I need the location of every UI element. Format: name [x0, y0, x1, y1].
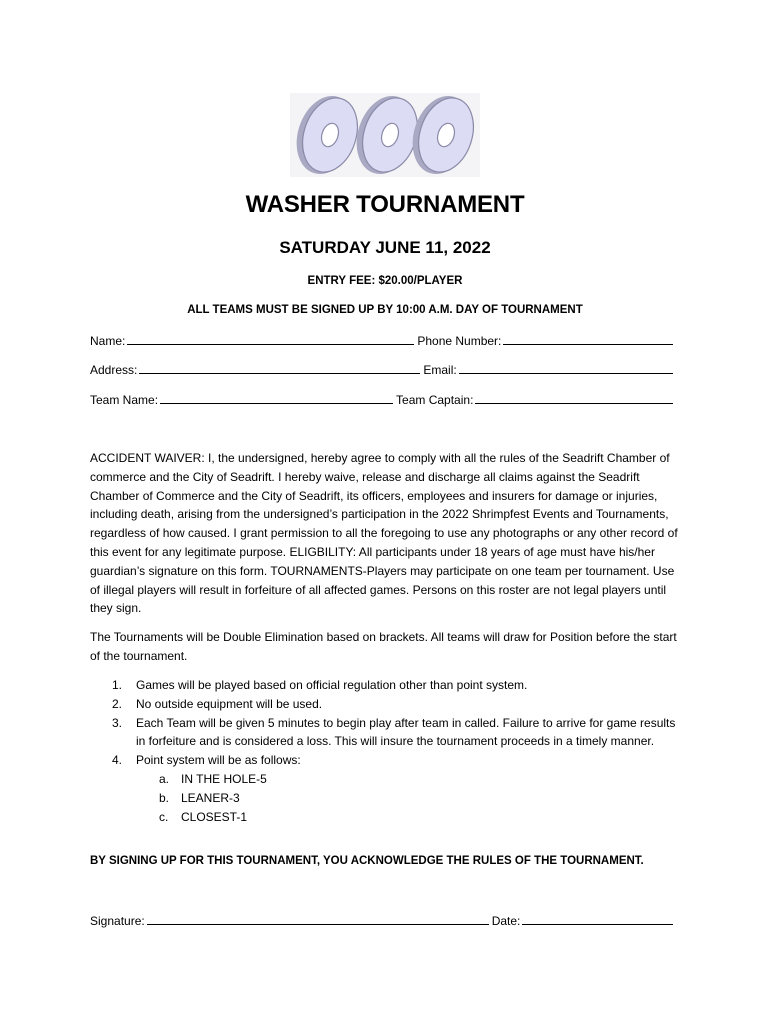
list-item: [90, 751, 680, 826]
email-field[interactable]: [459, 362, 673, 374]
phone-label: Phone Number:: [417, 334, 502, 348]
accident-waiver: ACCIDENT WAIVER: I, the undersigned, hereby agree to comply with all the rules of the Seadrift Chamber of commerce and the City of Seadrift. I hereby waive, release and discharge all claims against the Seadrift Chamber of Commerce and the City of Seadrift, its officers, employees and insurers for damage or injuries, including death, arising from the undersigned’s participation in the 2022 Shrimpfest Events and Tournaments, regardless of how caused. I grant permission to all the foregoing to use any photographs or any other record of this event for any legitimate purpose. ELIGBILITY: All participants under 18 years of age must have his/her guardian’s signature on this form. TOURNAMENTS-Players may participate on one team per tournament. Use of illegal players will result in forfeiture of all affected games. Persons on this roster are not legal players until they sign.: [90, 451, 678, 616]
rule-text: Games will be played based on official regulation other than point system.: [136, 678, 528, 692]
point-text: CLOSEST-1: [181, 809, 248, 824]
team-captain-label: Team Captain:: [396, 393, 474, 407]
list-item: [136, 770, 680, 789]
team-name-field[interactable]: [160, 392, 393, 404]
name-phone-row: [90, 333, 676, 348]
email-label: Email:: [423, 363, 457, 377]
point-text: LEANER-3: [181, 790, 240, 805]
address-label: Address:: [90, 363, 138, 377]
signature-label: Signature:: [90, 914, 145, 928]
signature-field[interactable]: [147, 913, 489, 925]
rule-text: Point system will be as follows:: [136, 753, 301, 768]
rules-intro: The Tournaments will be Double Elimination based on brackets. All teams will draw for Position before the start of the tournament.: [90, 630, 677, 663]
list-item: [90, 676, 680, 695]
list-number: 4.: [112, 753, 123, 768]
address-field[interactable]: [139, 362, 420, 374]
name-field[interactable]: [127, 333, 414, 345]
event-date: SATURDAY JUNE 11, 2022: [279, 238, 491, 257]
point-text: IN THE HOLE-5: [181, 771, 267, 786]
list-item: [90, 714, 680, 752]
team-captain-field[interactable]: [475, 392, 673, 404]
signup-deadline: ALL TEAMS MUST BE SIGNED UP BY 10:00 A.M. DAY OF TOURNAMENT: [187, 304, 583, 316]
list-item: [136, 808, 680, 827]
list-number: 1.: [112, 678, 123, 692]
team-row: [90, 392, 676, 407]
rule-text: Each Team will be given 5 minutes to begin play after team in called. Failure to arrive for game results in forfeiture and is considered a loss. This will insure the tournament proceeds in a timely manner.: [136, 715, 676, 749]
signature-row: [90, 913, 676, 928]
acknowledge-statement: BY SIGNING UP FOR THIS TOURNAMENT, YOU ACKNOWLEDGE THE RULES OF THE TOURNAMENT.: [90, 855, 644, 867]
page-title: WASHER TOURNAMENT: [245, 191, 525, 218]
list-number: 2.: [112, 696, 123, 711]
list-item: [136, 789, 680, 808]
washers-logo: [290, 93, 480, 177]
list-item: [90, 695, 680, 714]
list-letter: c.: [159, 809, 169, 824]
entry-fee: ENTRY FEE: $20.00/PLAYER: [307, 275, 463, 287]
team-name-label: Team Name:: [90, 393, 159, 407]
name-label: Name:: [90, 334, 126, 348]
phone-field[interactable]: [503, 333, 673, 345]
date-label: Date:: [491, 914, 521, 928]
rule-text: No outside equipment will be used.: [136, 696, 323, 711]
list-number: 3.: [112, 715, 123, 730]
rules-list: [90, 676, 680, 826]
date-field[interactable]: [522, 913, 673, 925]
list-letter: b.: [159, 790, 170, 805]
list-letter: a.: [159, 771, 170, 786]
points-list: [136, 770, 680, 826]
address-email-row: [90, 362, 676, 377]
